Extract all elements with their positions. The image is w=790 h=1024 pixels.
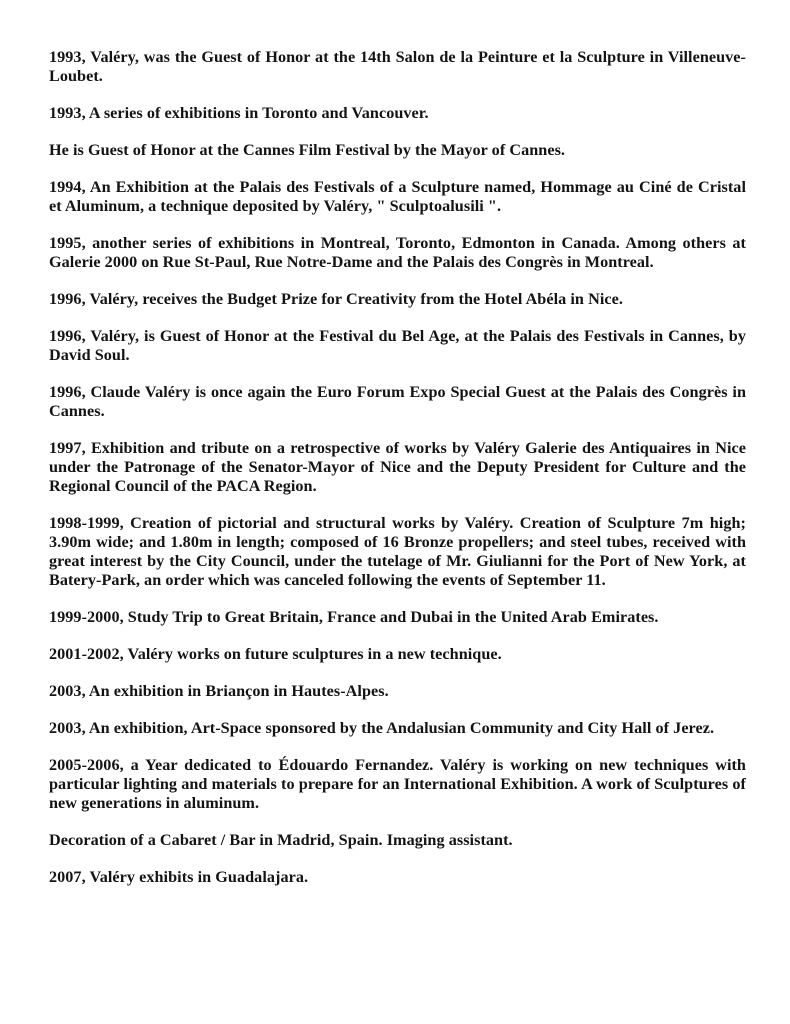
entry-1993-toronto: 1993, A series of exhibitions in Toronto and Vancouver.	[49, 104, 429, 122]
entry-madrid-cabaret: Decoration of a Cabaret / Bar in Madrid, Spain. Imaging assistant.	[49, 831, 513, 849]
entry-2007-guadalajara: 2007, Valéry exhibits in Guadalajara.	[49, 868, 309, 886]
entry-2005-fernandez: 2005-2006, a Year dedicated to Édouardo Fernandez. Valéry is working on new techniques with particular lighting and materials to prepare for an International Exhibition. A work of Sculptures of new generations in aluminum.	[49, 756, 746, 812]
entry-1999-study-trip: 1999-2000, Study Trip to Great Britain, France and Dubai in the United Arab Emirates.	[49, 608, 659, 626]
entry-1996-budget-prize: 1996, Valéry, receives the Budget Prize for Creativity from the Hotel Abéla in Nice.	[49, 290, 623, 308]
entry-2003-jerez: 2003, An exhibition, Art-Space sponsored by the Andalusian Community and City Hall of Jerez.	[49, 719, 715, 737]
entry-1994-palais: 1994, An Exhibition at the Palais des Festivals of a Sculpture named, Hommage au Ciné de Cristal et Aluminum, a technique deposited by Valéry, " Sculptoalusili ".	[49, 178, 746, 215]
entry-2001-new-technique: 2001-2002, Valéry works on future sculptures in a new technique.	[49, 645, 502, 663]
entry-1993-salon: 1993, Valéry, was the Guest of Honor at the 14th Salon de la Peinture et la Sculpture in Villeneuve-Loubet.	[49, 48, 746, 85]
document-page	[49, 48, 746, 887]
entry-2003-briancon: 2003, An exhibition in Briançon in Hautes-Alpes.	[49, 682, 389, 700]
entry-1996-euro-forum: 1996, Claude Valéry is once again the Euro Forum Expo Special Guest at the Palais des Congrès in Cannes.	[49, 383, 746, 420]
entry-1997-retrospective: 1997, Exhibition and tribute on a retrospective of works by Valéry Galerie des Antiquaires in Nice under the Patronage of the Senator-Mayor of Nice and the Deputy President for Culture and the Regional Council of the PACA Region.	[49, 439, 746, 495]
entry-1998-sculpture: 1998-1999, Creation of pictorial and structural works by Valéry. Creation of Sculpture 7m high; 3.90m wide; and 1.80m in length; composed of 16 Bronze propellers; and steel tubes, received with great interest by the City Council, under the tutelage of Mr. Giulianni for the Port of New York, at Batery-Park, an order which was canceled following the events of September 11.	[49, 514, 746, 589]
entry-1996-bel-age: 1996, Valéry, is Guest of Honor at the Festival du Bel Age, at the Palais des Festivals in Cannes, by David Soul.	[49, 327, 746, 364]
entry-cannes-film-festival: He is Guest of Honor at the Cannes Film Festival by the Mayor of Cannes.	[49, 141, 566, 159]
entry-1995-canada: 1995, another series of exhibitions in Montreal, Toronto, Edmonton in Canada. Among others at Galerie 2000 on Rue St-Paul, Rue Notre-Dame and the Palais des Congrès in Montreal.	[49, 234, 746, 271]
